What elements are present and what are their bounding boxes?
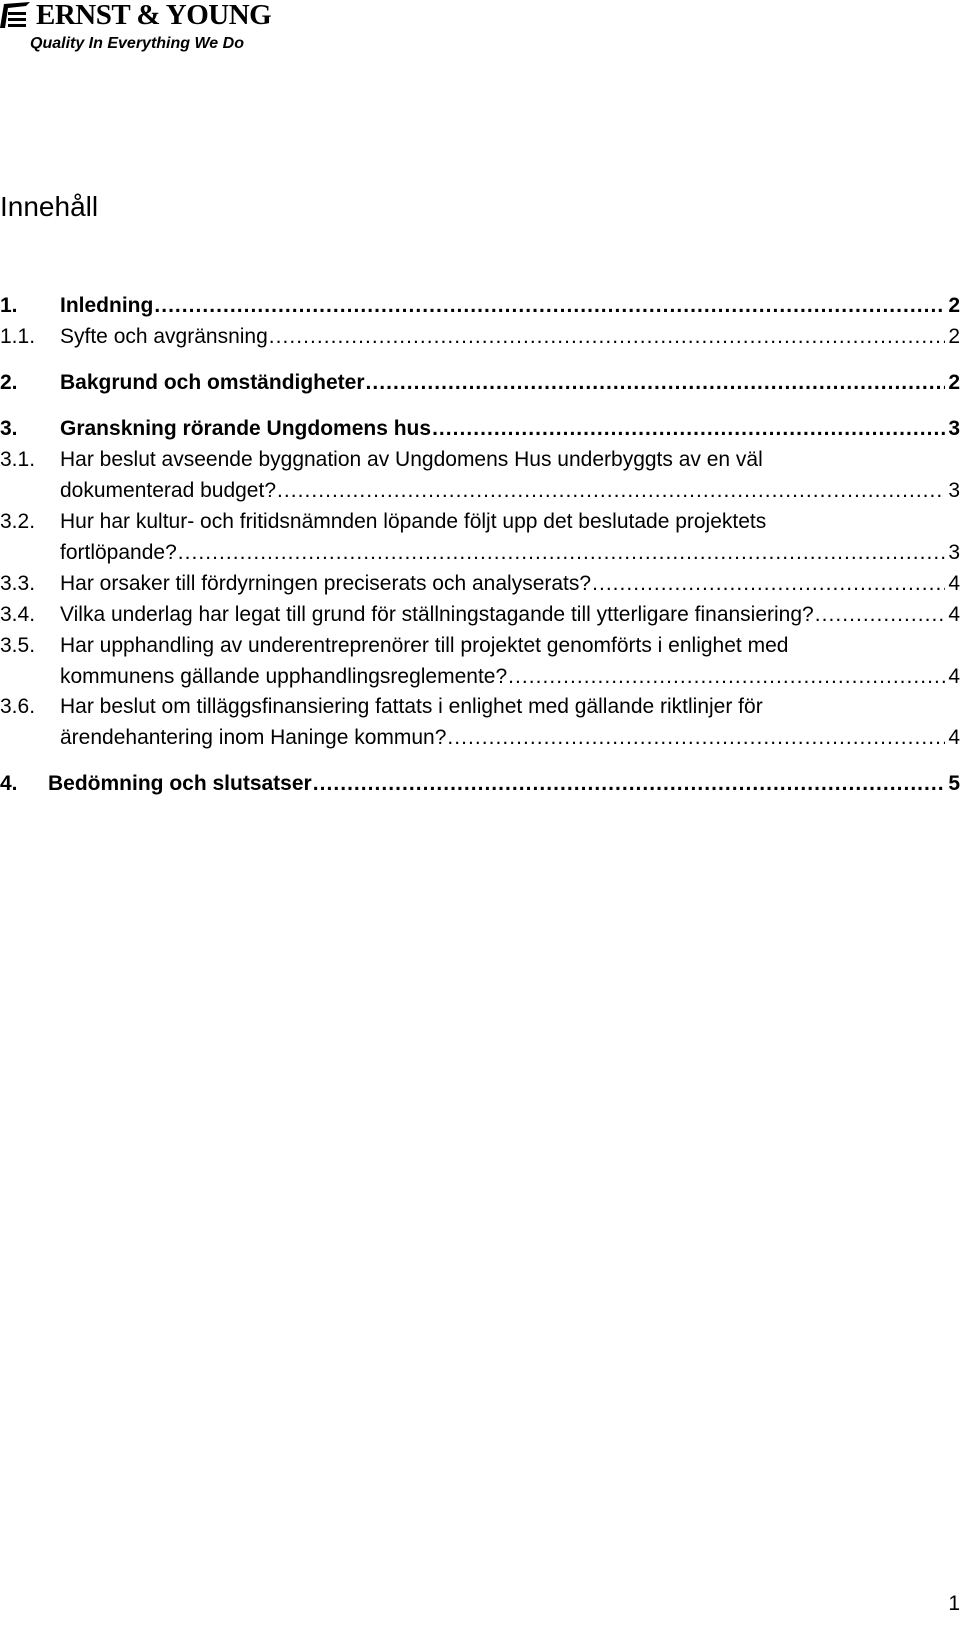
toc-leader [313,771,946,797]
toc-entry-number: 3.6. [0,695,36,718]
toc-entry-title: Vilka underlag har legat till grund för ställningstagande till ytterligare finansiering? [60,603,814,626]
toc-entry-number: 3. [0,417,18,440]
toc-leader [366,370,946,396]
toc-entry-page: 2 [948,325,960,348]
toc-leader [592,571,945,597]
logo-mark-icon [0,2,30,28]
toc-leader [269,324,946,350]
toc-entry-page: 4 [948,572,960,595]
toc-entry-title: Bedömning och slutsatser [48,772,312,795]
toc-entry[interactable] [0,571,960,597]
toc-entry-title: Har upphandling av underentreprenörer till projektet genomförts i enlighet med [60,634,789,657]
toc-entry[interactable] [0,694,960,749]
toc-entry-number: 4. [0,772,18,795]
toc-entry-title: Har orsaker till fördyrningen preciserats och analyserats? [60,572,592,595]
page-number: 1 [948,1592,960,1615]
toc-entry-page: 4 [948,603,960,626]
toc-entry-page: 4 [948,665,960,688]
page-title: Innehåll [0,191,99,222]
toc-entry-title: Inledning [60,294,154,317]
toc-entry-page: 3 [948,541,960,564]
toc-leader [447,725,945,751]
toc-entry[interactable] [0,293,960,319]
ernst-young-logo [0,0,272,60]
toc-entry-number: 1. [0,294,18,317]
toc-leader [178,540,946,566]
toc-entry-number: 3.3. [0,572,36,595]
toc-entry-page: 3 [948,417,960,440]
toc-leader [154,293,945,319]
toc-entry-page: 5 [948,772,960,795]
toc-entry-page: 4 [948,726,960,749]
toc-entry-page: 3 [948,479,960,502]
toc-leader [815,602,946,628]
toc-entry-number: 2. [0,371,18,394]
toc-entry[interactable] [0,509,960,564]
toc-entry-title: Syfte och avgränsning [60,325,268,348]
toc-entry-title-continuation: fortlöpande? [60,541,177,564]
toc-entry-title: Har beslut om tilläggsfinansiering fattats i enlighet med gällande riktlinjer för [60,695,763,718]
toc-entry[interactable] [0,633,960,688]
toc-entry-page: 2 [948,294,960,317]
toc-leader [508,664,945,690]
toc-entry[interactable] [0,416,960,442]
toc-entry-number: 3.5. [0,634,36,657]
logo-tagline: Quality In Everything We Do [30,35,244,52]
toc-entry-title: Hur har kultur- och fritidsnämnden löpande följt upp det beslutade projektets [60,510,767,533]
toc-entry-title: Bakgrund och omständigheter [60,371,365,394]
toc-entry-title-continuation: ärendehantering inom Haninge kommun? [60,726,447,749]
toc-entry[interactable] [0,324,960,350]
toc-entry[interactable] [0,602,960,628]
toc-entry[interactable] [0,771,960,797]
toc-entry-number: 3.2. [0,510,36,533]
toc-entry-number: 3.4. [0,603,36,626]
toc-entry-page: 2 [948,371,960,394]
toc-entry-title: Har beslut avseende byggnation av Ungdomens Hus underbyggts av en väl [60,448,763,471]
toc-entry[interactable] [0,370,960,396]
toc-entry-number: 3.1. [0,448,36,471]
toc-entry-title-continuation: kommunens gällande upphandlingsreglemente? [60,665,508,688]
toc-entry[interactable] [0,447,960,502]
toc-entry-title: Granskning rörande Ungdomens hus [60,417,432,440]
toc-entry-title-continuation: dokumenterad budget? [60,479,276,502]
toc-leader [277,478,945,504]
toc-entry-number: 1.1. [0,325,36,348]
toc-leader [432,416,945,442]
logo-name: ERNST & YOUNG [36,0,272,31]
